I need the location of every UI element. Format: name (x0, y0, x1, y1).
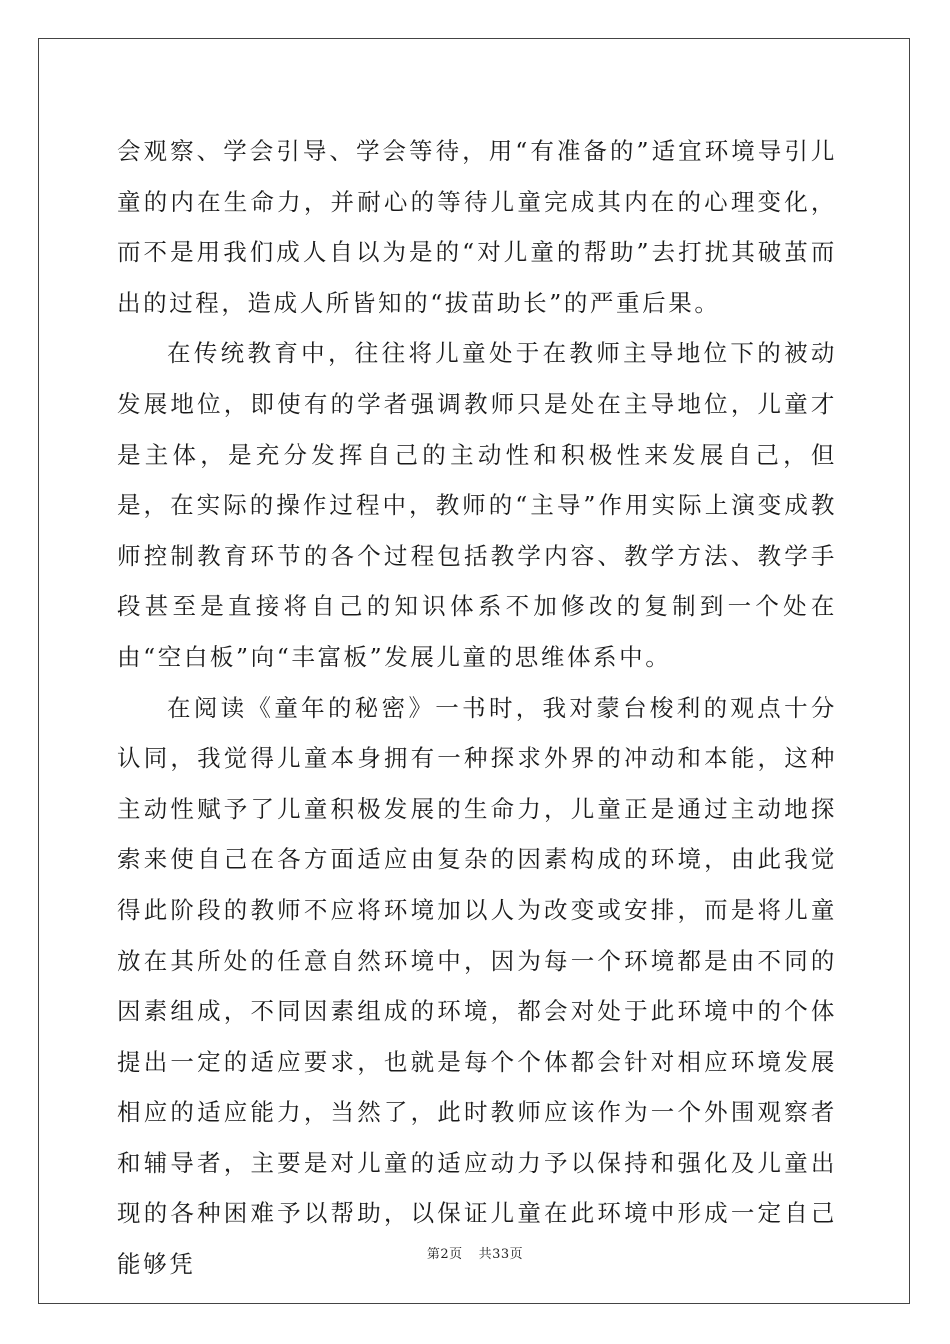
paragraph-1: 会观察、学会引导、学会等待，用“有准备的”适宜环境导引儿童的内在生命力，并耐心的等待儿童完成其内在的心理变化，而不是用我们成人自以为是的“对儿童的帮助”去打扰其破茧而出的过程，造成人所皆知的“拔苗助长”的严重后果。 (117, 137, 837, 317)
document-body (117, 126, 837, 1290)
page-total: 共33页 (478, 1247, 524, 1262)
page-footer (0, 1243, 950, 1262)
paragraph-2: 在传统教育中，往往将儿童处于在教师主导地位下的被动发展地位，即使有的学者强调教师只是处在主导地位，儿童才是主体，是充分发挥自己的主动性和积极性来发展自己，但是，在实际的操作过程中，教师的“主导”作用实际上演变成教师控制教育环节的各个过程包括教学内容、教学方法、教学手段甚至是直接将自己的知识体系不加修改的复制到一个处在由“空白板”向“丰富板”发展儿童的思维体系中。 (117, 339, 837, 671)
paragraph-3: 在阅读《童年的秘密》一书时，我对蒙台梭利的观点十分认同，我觉得儿童本身拥有一种探求外界的冲动和本能，这种主动性赋予了儿童积极发展的生命力，儿童正是通过主动地探索来使自己在各方面适应由复杂的因素构成的环境，由此我觉得此阶段的教师不应将环境加以人为改变或安排，而是将儿童放在其所处的任意自然环境中，因为每一个环境都是由不同的因素组成，不同因素组成的环境，都会对处于此环境中的个体提出一定的适应要求，也就是每个个体都会针对相应环境发展相应的适应能力，当然了，此时教师应该作为一个外围观察者和辅导者，主要是对儿童的适应动力予以保持和强化及儿童出现的各种困难予以帮助，以保证儿童在此环境中形成一定自己能够凭 (117, 693, 837, 1279)
page-number: 第2页 (426, 1247, 463, 1262)
